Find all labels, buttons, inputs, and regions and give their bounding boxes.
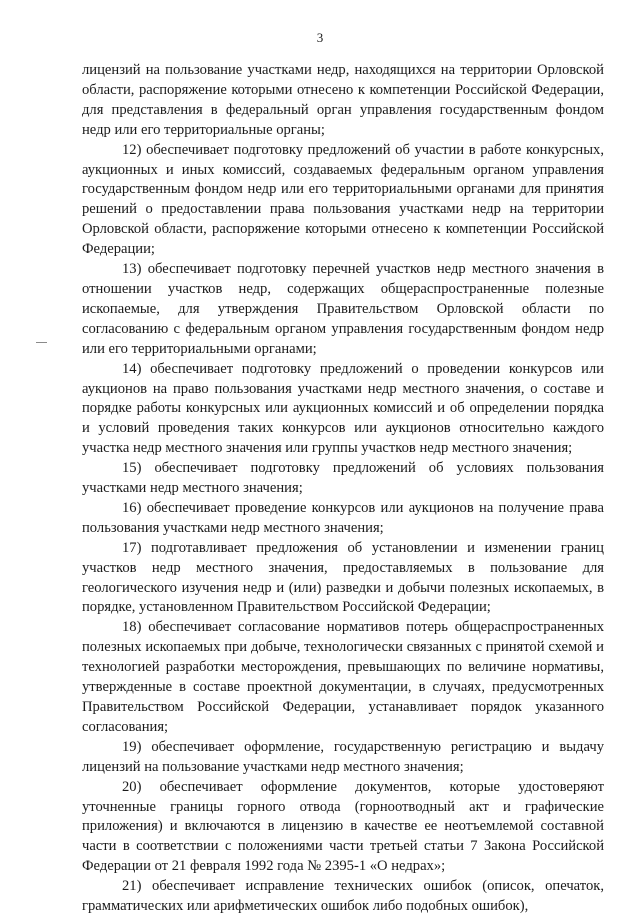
paragraph-item-12: 12) обеспечивает подготовку предложений об участии в работе конкурсных, аукционных и иных комиссий, создаваемых федеральным органом управления государственным фондом недр или его территориальными органами для принятия решений о предоставлении права пользования участками недр на территории Орловской области, распоряжение которыми отнесено к компетенции Российской Федерации; <box>82 141 604 258</box>
page-number: 3 <box>316 30 324 45</box>
document-body <box>82 61 604 917</box>
paragraph-item-15: 15) обеспечивает подготовку предложений об условиях пользования участками недр местного значения; <box>82 460 604 497</box>
paragraph-item-20: 20) обеспечивает оформление документов, которые удостоверяют уточненные границы горного отвода (горноотводный акт и графические приложения) и включаются в лицензию в качестве ее неотъемлемой составной части в соответствии с положениями части третьей статьи 7 Закона Российской Федерации от 21 февраля 1992 года № 2395-1 «О недрах»; <box>82 778 604 875</box>
paragraph-item-17: 17) подготавливает предложения об установлении и изменении границ участков недр местного значения, предоставляемых в пользование для геологического изучения недр и (или) разведки и добычи полезных ископаемых, в порядке, установленном Правительством Российской Федерации; <box>82 539 604 616</box>
paragraph-item-14: 14) обеспечивает подготовку предложений о проведении конкурсов или аукционов на право пользования участками недр местного значения, о составе и порядке работы конкурсных или аукционных комиссий и об определении порядка и условий проведения таких конкурсов или аукционов относительно каждого участка недр местного значения или группы участков недр местного значения; <box>82 360 604 457</box>
paragraph-item-16: 16) обеспечивает проведение конкурсов или аукционов на получение права пользования участками недр местного значения; <box>82 499 604 536</box>
paragraph-item-21: 21) обеспечивает исправление технических ошибок (описок, опечаток, грамматических или арифметических ошибок либо подобных ошибок), <box>82 878 604 915</box>
paragraph-continuation: лицензий на пользование участками недр, находящихся на территории Орловской области, распоряжение которыми отнесено к компетенции Российской Федерации, для представления в федеральный орган управления государственным фондом недр или его территориальные органы; <box>82 62 604 138</box>
paragraph-item-18: 18) обеспечивает согласование нормативов потерь общераспространенных полезных ископаемых при добыче, технологически связанных с принятой схемой и технологией разработки месторождения, превышающих по величине нормативы, утвержденные в составе проектной документации, в случаях, предусмотренных Правительством Российской Федерации, устанавливает порядок указанного согласования; <box>82 619 604 735</box>
margin-mark <box>36 342 47 343</box>
paragraph-item-19: 19) обеспечивает оформление, государственную регистрацию и выдачу лицензий на пользование участками недр местного значения; <box>82 738 604 775</box>
paragraph-item-13: 13) обеспечивает подготовку перечней участков недр местного значения в отношении участков недр, содержащих общераспространенные полезные ископаемые, для утверждения Правительством Орловской области по согласованию с федеральным органом управления государственным фондом недр или его территориальными органами; <box>82 261 604 357</box>
